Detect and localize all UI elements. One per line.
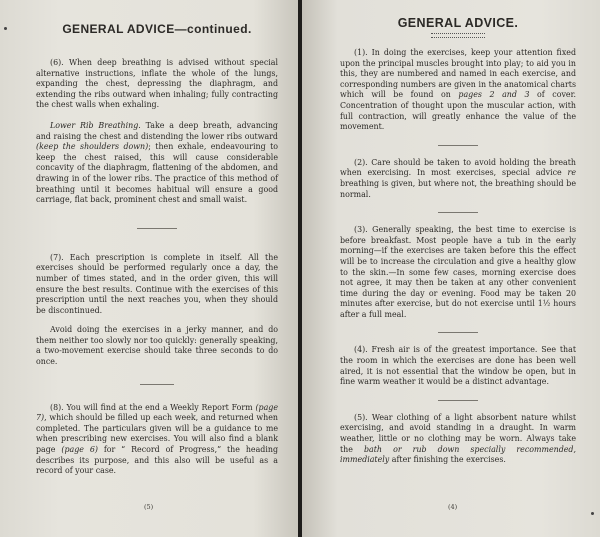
lower-rib-breathing bbox=[36, 121, 278, 206]
paragraph-7b-text: Avoid doing the exercises in a jerky manner, and do them neither too slowly nor too quickly: generally speaking, a two-movement exercise should take three seconds to do once. bbox=[36, 325, 278, 367]
margin-mark bbox=[591, 512, 594, 515]
lower-rib-title: Lower Rib Breathing. bbox=[50, 120, 141, 130]
paragraph-1-pages: pages 2 and 3 bbox=[458, 90, 530, 100]
paragraph-5-bath: bath or rub down specially recommended, immediately bbox=[340, 444, 576, 465]
paragraph-4 bbox=[340, 345, 576, 387]
paragraph-1 bbox=[340, 48, 576, 133]
lower-rib-text-b: ; then exhale, endeavouring to keep the chest raised, this will cause considerable concavity of the diaphragm, flattening of the abdomen, and drawing in of the lower ribs. The practice of this method of breathing until it becomes habitual will ensure a good carriage, flat back, prominent chest and small waist. bbox=[36, 142, 278, 205]
paragraph-5 bbox=[340, 413, 576, 466]
section-divider bbox=[438, 212, 478, 213]
margin-mark bbox=[4, 27, 7, 30]
paragraph-7b bbox=[36, 325, 278, 367]
paragraph-8-text-c: for “ Record of Progress,” the heading describes its purpose, and this also will be useful as a record of your case. bbox=[36, 445, 278, 476]
paragraph-1-text-b: of cover. Concentration of thought upon the muscular action, with full contraction, will greatly enhance the value of the movement. bbox=[340, 90, 576, 132]
section-divider bbox=[140, 384, 174, 385]
paragraph-3-text: (3). Generally speaking, the best time to exercise is before breakfast. Most people have a tub in the early morning—if the exercises are taken before this the effect will be to increase the circulation and give a healthy glow to the skin.—In some few cases, morning exercise does not agree, it may then be taken at any other convenient time during the day or evening. Food may be taken 20 minutes after exercise, but do not exercise until 1½ hours after a full meal. bbox=[340, 225, 576, 319]
section-divider bbox=[438, 400, 478, 401]
paragraph-2 bbox=[340, 158, 576, 200]
lower-rib-keep: (keep the shoulders down) bbox=[36, 142, 149, 152]
page-number: (4) bbox=[448, 503, 458, 511]
section-divider bbox=[438, 145, 478, 146]
section-divider bbox=[137, 228, 177, 229]
page-number: (5) bbox=[144, 503, 154, 511]
left-page bbox=[0, 0, 298, 537]
left-page-heading: GENERAL ADVICE—continued. bbox=[62, 22, 252, 36]
right-page-heading: GENERAL ADVICE. bbox=[397, 16, 519, 30]
paragraph-6-text: (6). When deep breathing is advised without special alternative instructions, inflate the whole of the lungs, expanding the chest, depressing the diaphragm, and extending the ribs outward when inhaling; fully contracting the chest walls when exhaling. bbox=[36, 58, 278, 110]
paragraph-8-ref-page6: (page 6) bbox=[61, 445, 98, 455]
paragraph-1-text-a: (1). In doing the exercises, keep your attention fixed upon the principal muscles brought into play; to aid you in this, they are numbered and named in each exercise, and corresponding numbers are given in the anatomical charts which will be found on bbox=[340, 48, 576, 100]
paragraph-8-ref-page7: (page 7) bbox=[36, 402, 278, 423]
right-page bbox=[302, 0, 600, 537]
paragraph-3 bbox=[340, 225, 576, 320]
paragraph-5-text-b: after finishing the exercises. bbox=[389, 455, 506, 465]
paragraph-2-text-a: (2). Care should be taken to avoid holding the breath when exercising. In most exercises, special advice bbox=[340, 157, 576, 178]
paragraph-4-text: (4). Fresh air is of the greatest importance. See that the room in which the exercises are done has been well aired, it is not essential that the window be open, but in fine warm weather it would be a distinct advantage. bbox=[340, 345, 576, 387]
paragraph-2-re: re bbox=[567, 168, 576, 178]
paragraph-2-text-b: breathing is given, but where not, the breathing should be normal. bbox=[340, 178, 576, 199]
paragraph-8-text-b: , which should be filled up each week, and returned when completed. The particulars given will be a guidance to me when prescribing new exercises. You will also find a blank page bbox=[36, 413, 278, 455]
section-divider bbox=[438, 332, 478, 333]
paragraph-7-text: (7). Each prescription is complete in itself. All the exercises should be performed regularly once a day, the number of times stated, and in the order given, this will ensure the best results. Continue with the exercises of this prescription until the next reaches you, when they should be discontinued. bbox=[36, 252, 278, 315]
lower-rib-text-a: Take a deep breath, advancing and raising the chest and distending the lower ribs outward bbox=[36, 120, 278, 141]
paragraph-6 bbox=[36, 58, 278, 111]
paragraph-8 bbox=[36, 403, 278, 477]
paragraph-7 bbox=[36, 253, 278, 317]
paragraph-5-text-a: (5). Wear clothing of a light absorbent nature whilst exercising, and avoid standing in a draught. In warm weather, little or no clothing may be worn. Always take the bbox=[340, 412, 576, 454]
paragraph-8-text-a: (8). You will find at the end a Weekly Report Form bbox=[50, 402, 256, 412]
